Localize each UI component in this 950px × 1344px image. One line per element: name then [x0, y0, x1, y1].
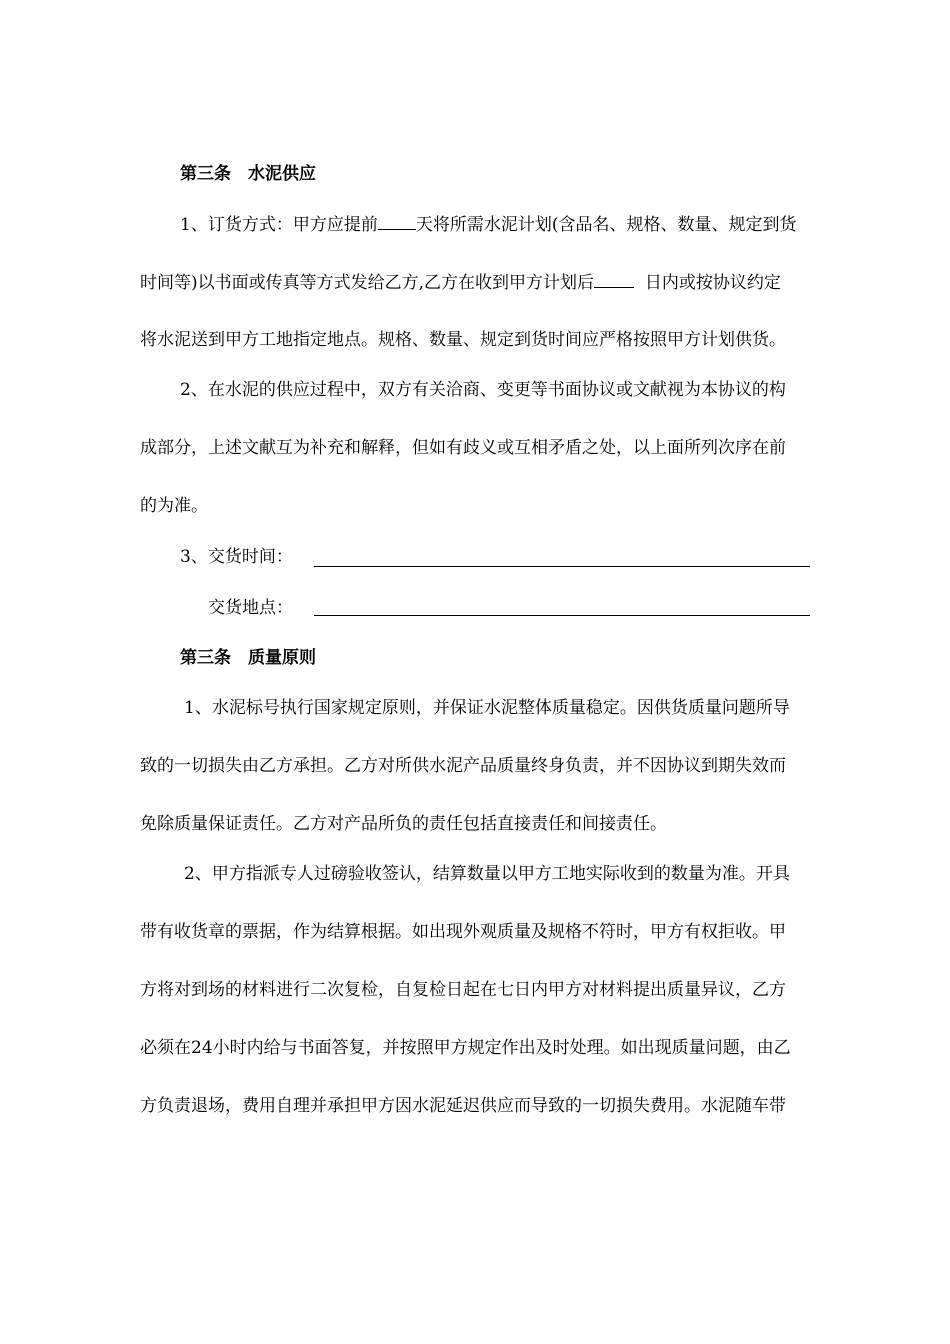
paragraph-line: [140, 270, 876, 295]
fill-blank: [594, 270, 634, 288]
section-heading-cement-supply: 第三条 水泥供应: [180, 164, 316, 184]
paragraph-line: 2、甲方指派专人过磅验收签认，结算数量以甲方工地实际收到的数量为准。开具: [184, 864, 790, 884]
paragraph-line: 方将对到场的材料进行二次复检，自复检日起在七日内甲方对材料提出质量异议，乙方: [140, 980, 786, 1000]
paragraph-line: 方负责退场，费用自理并承担甲方因水泥延迟供应而导致的一切损失费用。水泥随车带: [140, 1096, 786, 1116]
fill-blank: [378, 212, 416, 230]
delivery-time-blank-line: [314, 566, 810, 567]
paragraph-line: 免除质量保证责任。乙方对产品所负的责任包括直接责任和间接责任。: [140, 814, 667, 834]
paragraph-line: 1、水泥标号执行国家规定原则，并保证水泥整体质量稳定。因供货质量问题所导: [184, 698, 790, 718]
section-heading-quality: 第三条 质量原则: [180, 648, 316, 668]
delivery-place-blank-line: [314, 615, 810, 616]
paragraph-line: 成部分，上述文献互为补充和解释，但如有歧义或互相矛盾之处，以上面所列次序在前: [140, 438, 786, 458]
text-segment: 天将所需水泥计划(含品名、规格、数量、规定到货: [415, 215, 797, 235]
paragraph-line: 必须在24小时内给与书面答复，并按照甲方规定作出及时处理。如出现质量问题，由乙: [140, 1038, 791, 1058]
text-segment: 时间等)以书面或传真等方式发给乙方,乙方在收到甲方计划后: [140, 273, 595, 293]
paragraph-line: 带有收货章的票据，作为结算根据。如出现外观质量及规格不符时，甲方有权拒收。甲: [140, 922, 786, 942]
paragraph-line: 的为准。: [140, 496, 208, 516]
delivery-place-label: 交货地点：: [208, 598, 293, 618]
text-segment: 1、订货方式：甲方应提前: [180, 215, 378, 235]
paragraph-line: 致的一切损失由乙方承担。乙方对所供水泥产品质量终身负责，并不因协议到期失效而: [140, 756, 786, 776]
paragraph-line: [180, 212, 876, 237]
text-segment: 日内或按协议约定: [644, 273, 781, 293]
delivery-time-label: 3、交货时间：: [180, 547, 293, 567]
paragraph-line: 2、在水泥的供应过程中，双方有关洽商、变更等书面协议或文献视为本协议的构: [180, 380, 786, 400]
paragraph-line: 将水泥送到甲方工地指定地点。规格、数量、规定到货时间应严格按照甲方计划供货。: [140, 330, 786, 350]
